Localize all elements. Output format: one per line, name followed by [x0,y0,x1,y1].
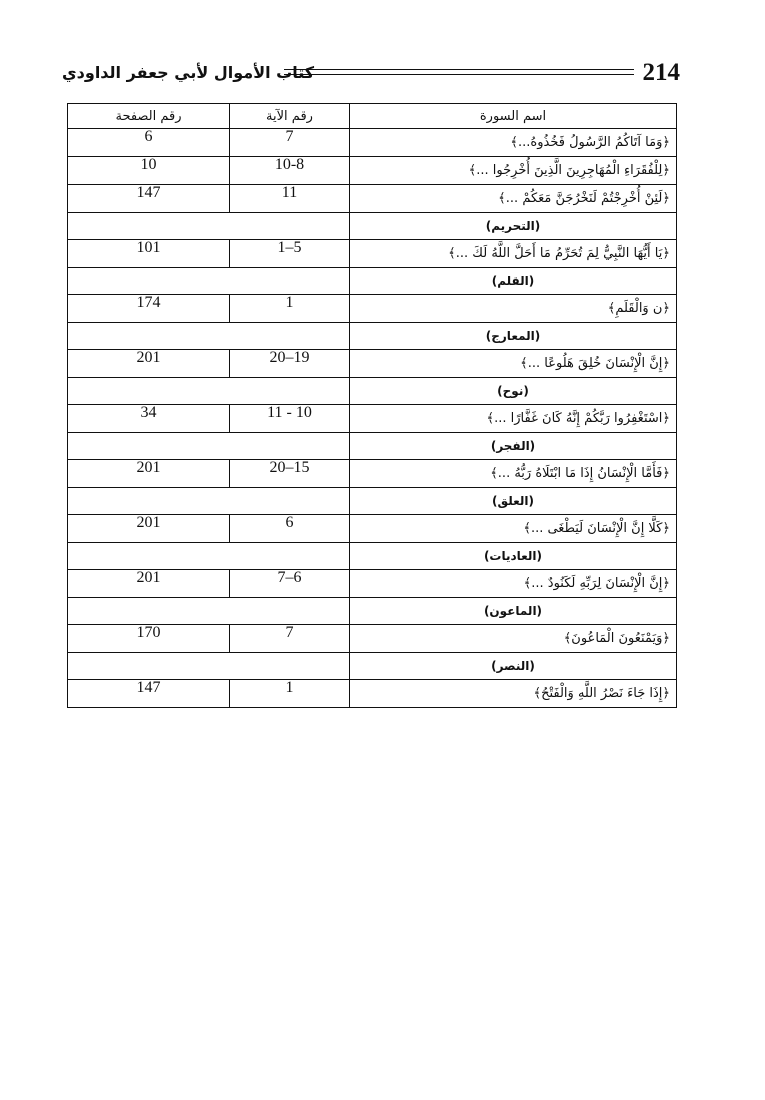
ayah-number: 7 [230,129,350,157]
verse-text: ﴿وَيَمْنَعُونَ الْمَاعُونَ﴾ [350,625,677,653]
verse-text: ﴿إِنَّ الْإِنْسَانَ لِرَبِّهِ لَكَنُودٌ ...﴾ [350,570,677,598]
verse-text: ﴿إِذَا جَاءَ نَصْرُ اللَّهِ وَالْفَتْحُ﴾ [350,680,677,708]
surah-heading-row [68,433,677,460]
table-row [68,350,677,378]
surah-heading-row [68,378,677,405]
empty-cell [68,488,350,515]
table-row [68,680,677,708]
empty-cell [68,323,350,350]
verse-text: ﴿إِنَّ الْإِنْسَانَ خُلِقَ هَلُوعًا ...﴾ [350,350,677,378]
verse-text: ﴿اسْتَغْفِرُوا رَبَّكُمْ إِنَّهُ كَانَ غَفَّارًا ...﴾ [350,405,677,433]
ayah-number: 10-8 [230,157,350,185]
ayah-number: 20–19 [230,350,350,378]
verse-text: ﴿ن وَالْقَلَمِ﴾ [350,295,677,323]
surah-name: (القلم) [350,268,677,295]
page-reference: 147 [68,185,230,213]
column-header-surah: اسم السورة [350,104,677,129]
page-reference: 170 [68,625,230,653]
ayah-number: 11 - 10 [230,405,350,433]
verse-text: ﴿وَمَا آتَاكُمُ الرَّسُولُ فَخُذُوهُ...﴾ [350,129,677,157]
ayah-number: 1 [230,295,350,323]
surah-name: (الماعون) [350,598,677,625]
ayah-number: 11 [230,185,350,213]
verse-text: ﴿فَأَمَّا الْإِنْسَانُ إِذَا مَا ابْتَلَاهُ رَبُّهُ ...﴾ [350,460,677,488]
running-header [62,56,680,92]
table-row [68,570,677,598]
table-row [68,625,677,653]
page-reference: 34 [68,405,230,433]
column-header-page: رقم الصفحة [68,104,230,129]
column-header-ayah: رقم الآية [230,104,350,129]
empty-cell [68,268,350,295]
verse-text: ﴿يَا أَيُّهَا النَّبِيُّ لِمَ تُحَرِّمُ مَا أَحَلَّ اللَّهُ لَكَ ...﴾ [350,240,677,268]
ayah-number: 7–6 [230,570,350,598]
verse-text: ﴿لَئِنْ أُخْرِجْتُمْ لَنَخْرُجَنَّ مَعَكُمْ ...﴾ [350,185,677,213]
ayah-number: 7 [230,625,350,653]
page-reference: 10 [68,157,230,185]
page-reference: 6 [68,129,230,157]
page-reference: 174 [68,295,230,323]
table-row [68,240,677,268]
surah-heading-row [68,598,677,625]
page-reference: 101 [68,240,230,268]
empty-cell [68,213,350,240]
page-reference: 201 [68,515,230,543]
surah-name: (المعارج) [350,323,677,350]
ayah-number: 1–5 [230,240,350,268]
table-row [68,515,677,543]
surah-name: (نوح) [350,378,677,405]
table-row [68,460,677,488]
surah-heading-row [68,653,677,680]
surah-name: (النصر) [350,653,677,680]
table-row [68,157,677,185]
table-row [68,295,677,323]
empty-cell [68,598,350,625]
ayah-number: 1 [230,680,350,708]
page-reference: 201 [68,350,230,378]
verse-text: ﴿لِلْفُقَرَاءِ الْمُهَاجِرِينَ الَّذِينَ أُخْرِجُوا ...﴾ [350,157,677,185]
table-header-row [68,104,677,129]
book-title: كتاب الأموال لأبي جعفر الداودي [62,63,315,82]
verse-text: ﴿كَلَّا إِنَّ الْإِنْسَانَ لَيَطْغَى ...﴾ [350,515,677,543]
page-number: 214 [642,59,680,86]
empty-cell [68,433,350,460]
surah-name: (العاديات) [350,543,677,570]
table-body [68,129,677,708]
empty-cell [68,653,350,680]
surah-name: (الفجر) [350,433,677,460]
empty-cell [68,543,350,570]
table-row [68,185,677,213]
surah-heading-row [68,488,677,515]
surah-heading-row [68,323,677,350]
ayah-number: 6 [230,515,350,543]
page-reference: 201 [68,460,230,488]
empty-cell [68,378,350,405]
surah-name: (التحريم) [350,213,677,240]
surah-heading-row [68,543,677,570]
table-row [68,405,677,433]
table-row [68,129,677,157]
ayah-number: 20–15 [230,460,350,488]
surah-name: (العلق) [350,488,677,515]
verse-index-table [67,103,677,708]
surah-heading-row [68,268,677,295]
surah-heading-row [68,213,677,240]
header-double-rule [284,69,634,75]
page-reference: 147 [68,680,230,708]
page-reference: 201 [68,570,230,598]
